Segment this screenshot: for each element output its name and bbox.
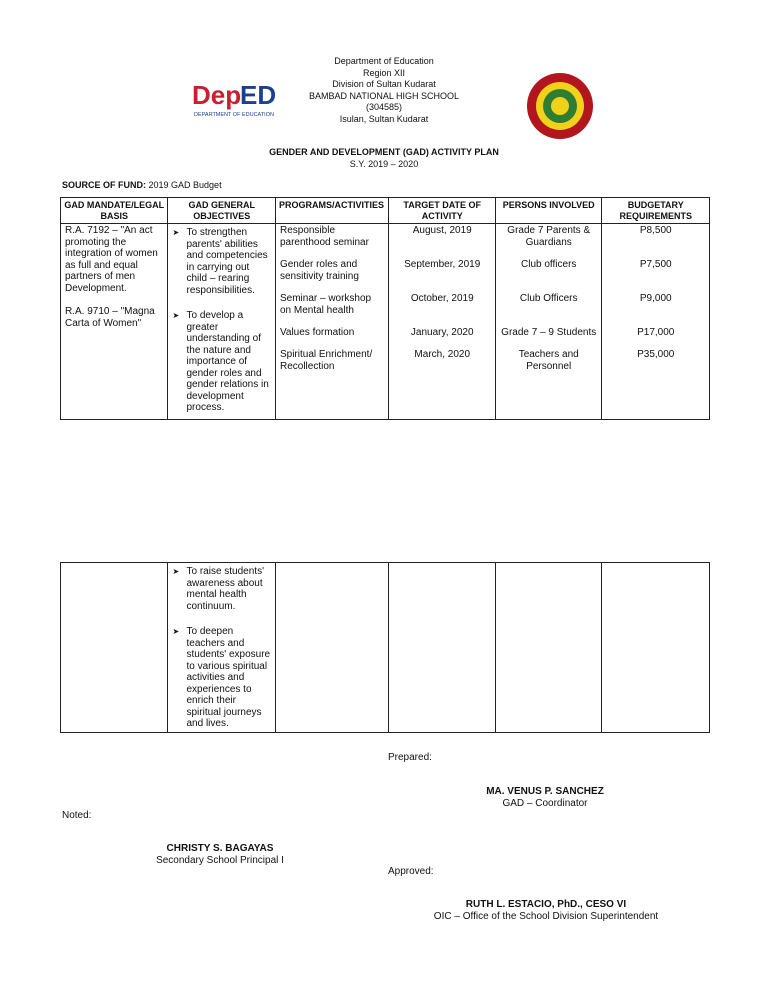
budget-item: P8,500 — [639, 225, 672, 236]
objectives-cell — [168, 563, 275, 733]
program-item: Responsible parenthood seminar — [279, 225, 369, 248]
prepared-title: GAD – Coordinator — [502, 798, 588, 809]
activity-plan-table-continued — [60, 562, 710, 733]
program-item: Values formation — [279, 327, 355, 338]
mandate-cell — [61, 563, 168, 733]
date-item: September, 2019 — [404, 259, 481, 270]
objectives-cell — [168, 224, 275, 420]
program-item: Spiritual Enrichment/ Recollection — [279, 349, 373, 372]
arrow-bullet-icon: ➤ — [172, 567, 180, 576]
svg-text:Dep: Dep — [192, 80, 242, 110]
objective-item: ➤ To develop a greater understanding of the nature and importance of gender roles and gender relations in development process. — [172, 310, 269, 413]
mandate-item: R.A. 9710 – "Magna Carta of Women" — [65, 306, 155, 329]
activity-plan-table — [60, 197, 710, 420]
noted-title: Secondary School Principal I — [156, 855, 284, 866]
table-row — [61, 563, 710, 733]
budget-item: P35,000 — [637, 349, 675, 360]
noted-name: CHRISTY S. BAGAYAS — [166, 843, 274, 854]
letterhead-line: Region XII — [362, 67, 406, 78]
arrow-bullet-icon: ➤ — [172, 311, 180, 320]
column-header: PROGRAMS/ACTIVITIES — [275, 198, 389, 224]
svg-text:DEPARTMENT OF EDUCATION: DEPARTMENT OF EDUCATION — [194, 112, 274, 118]
budget-item: P9,000 — [639, 293, 672, 304]
date-item: January, 2020 — [410, 327, 474, 338]
letterhead-line: (304585) — [365, 102, 403, 112]
objective-item: ➤ To strengthen parents' abilities and competencies in carrying out child – rearing responsibilities. — [172, 227, 268, 296]
program-item: Gender roles and sensitivity training — [279, 259, 359, 282]
persons-item: Teachers and Personnel — [518, 349, 579, 372]
persons-cell — [495, 224, 601, 420]
date-item: October, 2019 — [410, 293, 474, 304]
persons-item: Grade 7 Parents & Guardians — [507, 225, 591, 248]
dates-cell — [389, 224, 495, 420]
letterhead-line: Division of Sultan Kudarat — [332, 79, 436, 89]
persons-cell — [495, 563, 601, 733]
column-header: PERSONS INVOLVED — [495, 198, 601, 224]
school-year: S.Y. 2019 – 2020 — [349, 159, 419, 169]
mandate-cell — [61, 224, 168, 420]
budget-item: P17,000 — [637, 327, 675, 338]
approved-label: Approved: — [388, 866, 434, 877]
budget-cell — [602, 224, 710, 420]
program-item: Seminar – workshop on Mental health — [279, 293, 372, 316]
letterhead-line: BAMBAD NATIONAL HIGH SCHOOL — [308, 90, 460, 101]
date-item: August, 2019 — [412, 225, 472, 236]
prepared-label: Prepared: — [388, 752, 432, 763]
svg-text:ED: ED — [240, 80, 277, 110]
objective-item: ➤ To deepen teachers and students' exposure to various spiritual activities and experiences to enrich their spiritual journeys and lives. — [172, 626, 271, 729]
document-title: GENDER AND DEVELOPMENT (GAD) ACTIVITY PLAN — [269, 147, 499, 157]
column-header: BUDGETARY REQUIREMENTS — [602, 198, 710, 224]
noted-label: Noted: — [62, 810, 92, 821]
fund-label: SOURCE OF FUND: — [62, 180, 146, 190]
budget-item: P7,500 — [639, 259, 672, 270]
fund-value: 2019 GAD Budget — [148, 180, 222, 190]
date-item: March, 2020 — [414, 349, 471, 360]
persons-item: Club Officers — [519, 293, 578, 304]
column-header: GAD GENERAL OBJECTIVES — [168, 198, 275, 224]
letterhead-line: Isulan, Sultan Kudarat — [339, 113, 429, 124]
table-header-row — [61, 198, 710, 224]
letterhead — [0, 56, 768, 125]
table-row — [61, 224, 710, 420]
prepared-name: MA. VENUS P. SANCHEZ — [486, 786, 604, 797]
persons-item: Club officers — [521, 259, 577, 270]
source-of-fund — [62, 180, 222, 190]
approved-title: OIC – Office of the School Division Superintendent — [433, 911, 659, 922]
column-header: TARGET DATE OF ACTIVITY — [389, 198, 495, 224]
mandate-item: R.A. 7192 – "An act promoting the integration of women as full and equal partners of men Development. — [65, 225, 158, 294]
programs-cell — [275, 224, 389, 420]
programs-cell — [275, 563, 389, 733]
objective-item: ➤ To raise students' awareness about mental health continuum. — [172, 566, 264, 612]
approved-name: RUTH L. ESTACIO, PhD., CESO VI — [465, 899, 627, 910]
arrow-bullet-icon: ➤ — [172, 627, 180, 636]
arrow-bullet-icon: ➤ — [172, 228, 180, 237]
column-header: GAD MANDATE/LEGAL BASIS — [61, 198, 168, 224]
dates-cell — [389, 563, 495, 733]
letterhead-line: Department of Education — [334, 56, 434, 66]
budget-cell — [602, 563, 710, 733]
persons-item: Grade 7 – 9 Students — [501, 327, 597, 338]
